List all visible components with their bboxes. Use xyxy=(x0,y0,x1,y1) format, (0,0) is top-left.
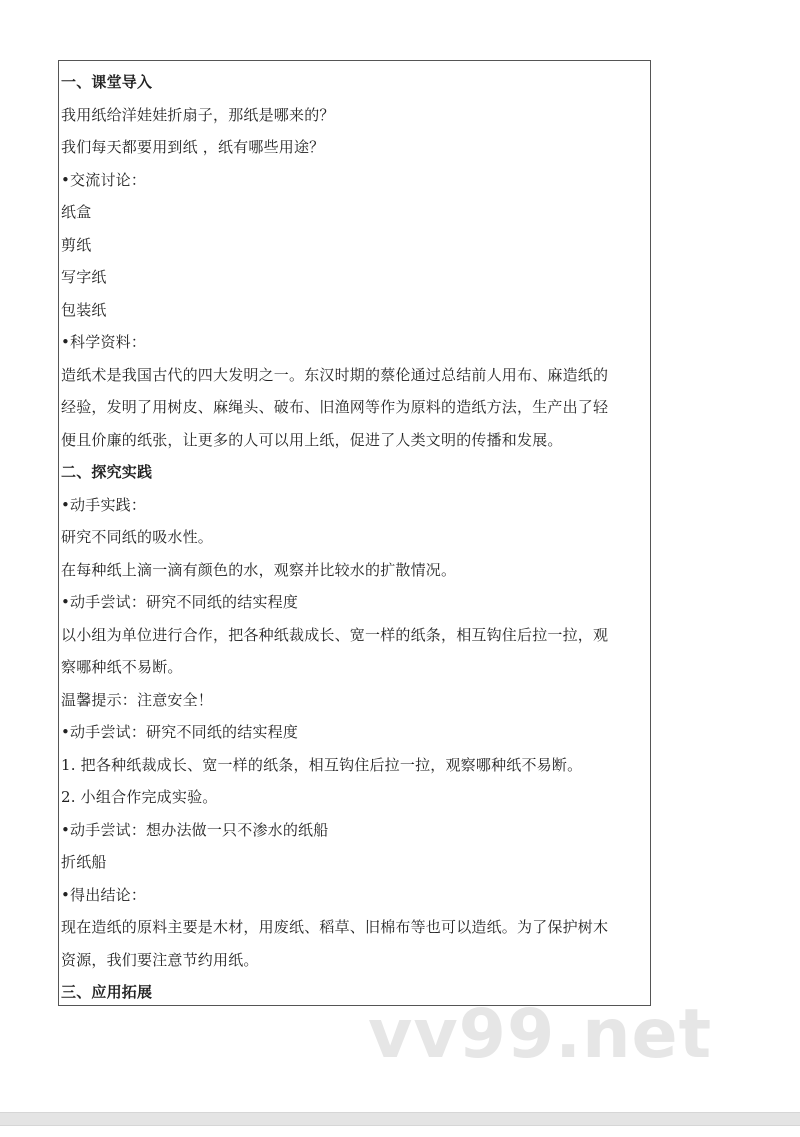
text-line: •动手尝试：想办法做一只不渗水的纸船 xyxy=(61,820,329,839)
text-line: •动手尝试：研究不同纸的结实程度 xyxy=(61,723,299,741)
text-line: 经验，发明了用树皮、麻绳头、破布、旧渔网等作为原料的造纸方法，生产出了轻 xyxy=(61,398,609,416)
text-line: 研究不同纸的吸水性。 xyxy=(61,528,214,546)
text-line: 剪纸 xyxy=(61,235,92,254)
text-line: •交流讨论： xyxy=(61,170,147,189)
text-line: •动手实践： xyxy=(61,495,147,514)
text-line: 我用纸给洋娃娃折扇子，那纸是哪来的？ xyxy=(61,105,335,124)
watermark: vv99.net xyxy=(368,995,713,1074)
text-line: •动手尝试：研究不同纸的结实程度 xyxy=(61,593,299,611)
text-line: 察哪种纸不易断。 xyxy=(61,658,183,676)
section-heading: 一、课堂导入 xyxy=(61,73,153,91)
section-heading: 二、探究实践 xyxy=(61,463,153,481)
text-line: •科学资料： xyxy=(61,333,147,351)
text-line: 造纸术是我国古代的四大发明之一。东汉时期的蔡伦通过总结前人用布、麻造纸的 xyxy=(61,365,609,384)
text-line: 折纸船 xyxy=(61,853,107,871)
lesson-content-table xyxy=(58,60,651,1006)
text-line: 纸盒 xyxy=(61,203,92,221)
text-line: •得出结论： xyxy=(61,885,147,904)
text-line: 资源，我们要注意节约用纸。 xyxy=(61,950,259,969)
text-line: 2. 小组合作完成实验。 xyxy=(61,788,218,806)
text-line: 在每种纸上滴一滴有颜色的水，观察并比较水的扩散情况。 xyxy=(61,560,457,579)
text-line: 1. 把各种纸裁成长、宽一样的纸条，相互钩住后拉一拉，观察哪种纸不易断。 xyxy=(61,755,583,774)
text-line: 我们每天都要用到纸 ，纸有哪些用途？ xyxy=(61,138,325,156)
text-line: 温馨提示：注意安全！ xyxy=(61,690,214,709)
text-line: 便且价廉的纸张，让更多的人可以用上纸，促进了人类文明的传播和发展。 xyxy=(61,430,563,449)
page-separator xyxy=(0,1112,800,1126)
section-heading: 三、应用拓展 xyxy=(61,983,153,1001)
text-line: 写字纸 xyxy=(61,268,107,286)
text-line: 现在造纸的原料主要是木材，用废纸、稻草、旧棉布等也可以造纸。为了保护树木 xyxy=(61,918,609,936)
text-line: 包装纸 xyxy=(61,300,107,319)
text-line: 以小组为单位进行合作，把各种纸裁成长、宽一样的纸条，相互钩住后拉一拉，观 xyxy=(61,625,609,644)
